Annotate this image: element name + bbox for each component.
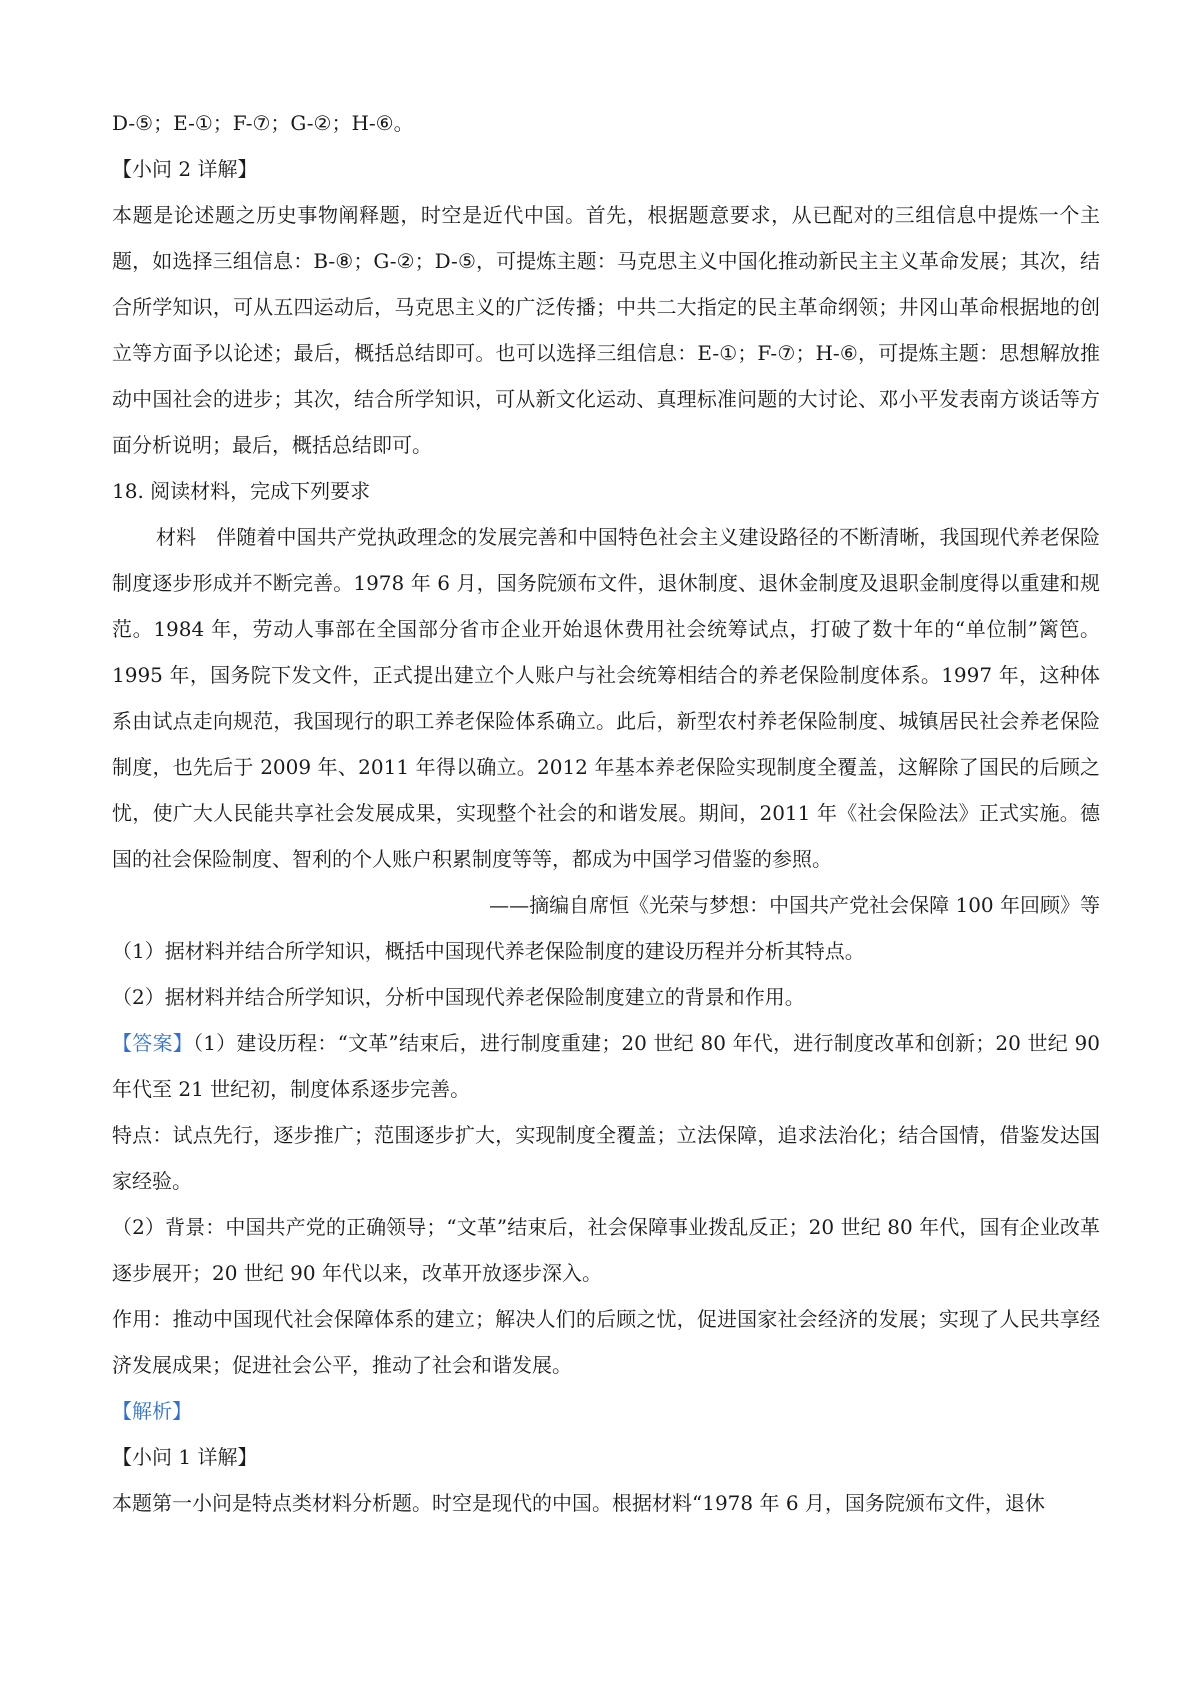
answer-label: 【答案】	[112, 1031, 193, 1055]
question-18-sub1: （1）据材料并结合所学知识，概括中国现代养老保险制度的建设历程并分析其特点。	[112, 939, 865, 963]
subquestion-1-explanation: 本题第一小问是特点类材料分析题。时空是现代的中国。根据材料“1978 年 6 月，国务院颁布文件，退休	[112, 1491, 1045, 1515]
material-paragraph: 材料 伴随着中国共产党执政理念的发展完善和中国特色社会主义建设路径的不断清晰，我国现代养老保险制度逐步形成并不断完善。1978 年 6 月，国务院颁布文件，退休制度、退休金制度及退职金制度得以重建和规范。1984 年，劳动人事部在全国部分省市企业开始退休费用社会统筹试点，打破了数十年的“单位制”篱笆。1995 年，国务院下发文件，正式提出建立个人账户与社会统筹相结合的养老保险制度体系。1997 年，这种体系由试点走向规范，我国现行的职工养老保险体系确立。此后，新型农村养老保险制度、城镇居民社会养老保险制度，也先后于 2009 年、2011 年得以确立。2012 年基本养老保险实现制度全覆盖，这解除了国民的后顾之忧，使广大人民能共享社会发展成果，实现整个社会的和谐发展。期间，2011 年《社会保险法》正式实施。德国的社会保险制度、智利的个人账户积累制度等等，都成为中国学习借鉴的参照。	[112, 525, 1100, 871]
answer-part-1-text: （1）建设历程：“文革”结束后，进行制度重建；20 世纪 80 年代，进行制度改革和创新；20 世纪 90 年代至 21 世纪初，制度体系逐步完善。	[112, 1031, 1101, 1101]
answer-part-2: （2）背景：中国共产党的正确领导；“文革”结束后，社会保障事业拨乱反正；20 世纪 80 年代，国有企业改革逐步展开；20 世纪 90 年代以来，改革开放逐步深入。	[112, 1215, 1100, 1285]
answer-features: 特点：试点先行，逐步推广；范围逐步扩大，实现制度全覆盖；立法保障，追求法治化；结合国情，借鉴发达国家经验。	[112, 1123, 1100, 1193]
material-source: ——摘编自席恒《光荣与梦想：中国共产党社会保障 100 年回顾》等	[489, 893, 1100, 917]
analysis-label: 【解析】	[112, 1399, 192, 1423]
answer-part-1	[112, 1020, 1100, 1112]
question-18-title: 18. 阅读材料，完成下列要求	[112, 479, 371, 503]
subquestion-2-explanation: 本题是论述题之历史事物阐释题，时空是近代中国。首先，根据题意要求，从已配对的三组信息中提炼一个主题，如选择三组信息：B-⑧；G-②；D-⑤，可提炼主题：马克思主义中国化推动新民主主义革命发展；其次，结合所学知识，可从五四运动后，马克思主义的广泛传播；中共二大指定的民主革命纲领；井冈山革命根据地的创立等方面予以论述；最后，概括总结即可。也可以选择三组信息：E-①；F-⑦；H-⑥，可提炼主题：思想解放推动中国社会的进步；其次，结合所学知识，可从新文化运动、真理标准问题的大讨论、邓小平发表南方谈话等方面分析说明；最后，概括总结即可。	[112, 203, 1100, 457]
question-18-sub2: （2）据材料并结合所学知识，分析中国现代养老保险制度建立的背景和作用。	[112, 985, 805, 1009]
answer-effects: 作用：推动中国现代社会保障体系的建立；解决人们的后顾之忧，促进国家社会经济的发展；实现了人民共享经济发展成果；促进社会公平，推动了社会和谐发展。	[112, 1307, 1100, 1377]
subquestion-1-heading: 【小问 1 详解】	[112, 1445, 258, 1469]
subquestion-2-heading: 【小问 2 详解】	[112, 157, 258, 181]
answer-line-pairs: D-⑤；E-①；F-⑦；G-②；H-⑥。	[112, 111, 414, 135]
